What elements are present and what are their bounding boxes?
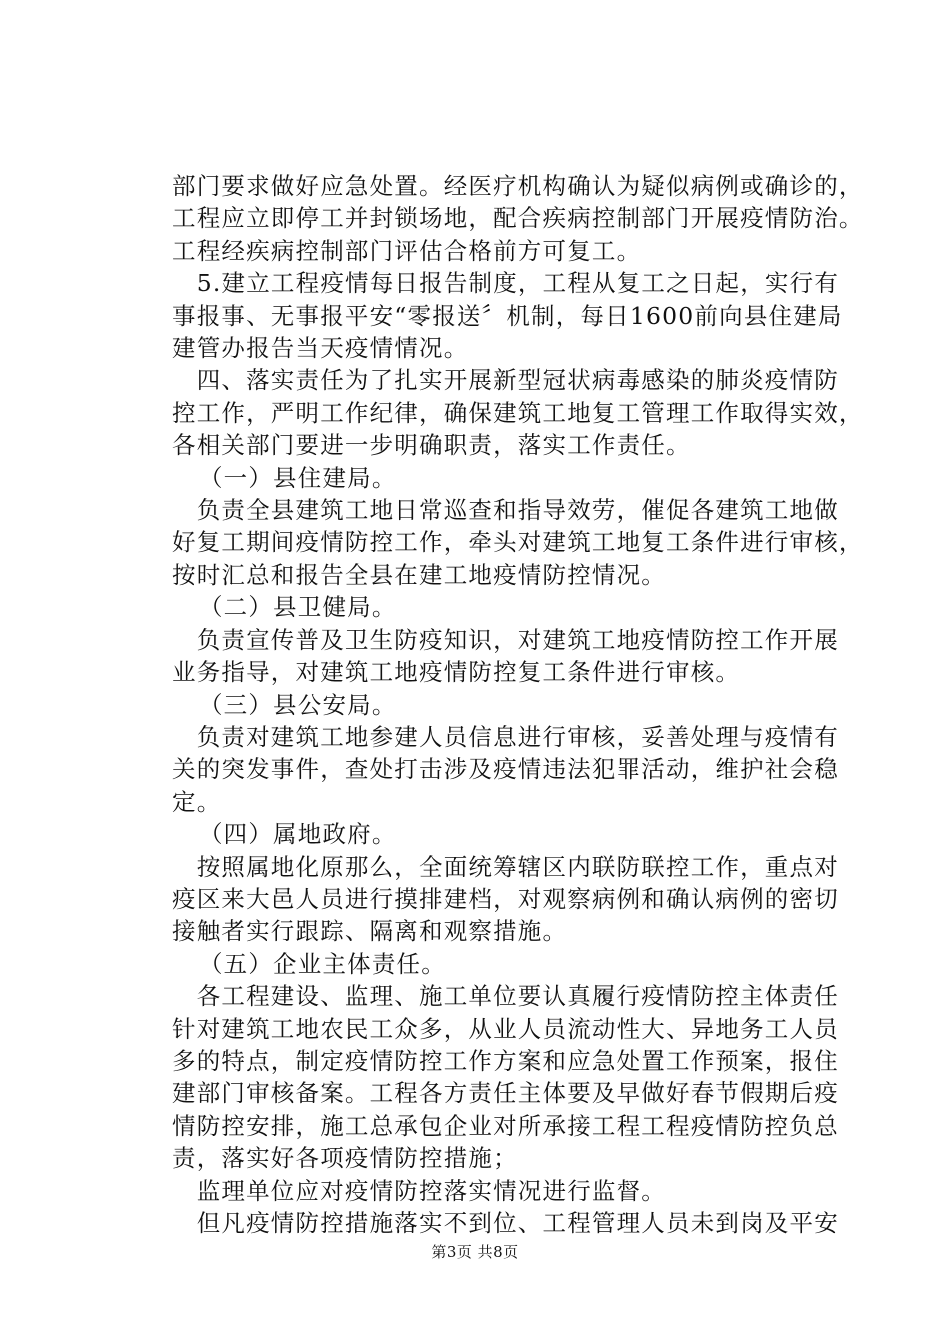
- text-line: 好复工期间疫情防控工作，牵头对建筑工地复工条件进行审核，: [172, 528, 864, 557]
- section-heading: 四、落实责任为了扎实开展新型冠状病毒感染的肺炎疫情防: [172, 366, 839, 395]
- paragraph-continuation: [172, 170, 864, 267]
- text-line: 各工程建设、监理、施工单位要认真履行疫情防控主体责任: [172, 982, 839, 1011]
- text-line: 按时汇总和报告全县在建工地疫情防控情况。: [172, 560, 666, 589]
- text-line: 建管办报告当天疫情情况。: [172, 334, 469, 363]
- text-line: 各相关部门要进一步明确职责，落实工作责任。: [172, 431, 691, 460]
- paragraph-item-5: [172, 267, 843, 364]
- text-line: 事报事、无事报平安“零报送〞机制，每日1600前向县住建局: [172, 301, 843, 330]
- paragraph-local-government: [172, 851, 840, 948]
- text-line: 工程经疾病控制部门评估合格前方可复工。: [172, 236, 642, 265]
- text-line: 建部门审核备案。工程各方责任主体要及早做好春节假期后疫: [172, 1079, 839, 1108]
- text-line: 疫区来大邑人员进行摸排建档，对观察病例和确认病例的密切: [172, 884, 839, 913]
- text-line: 针对建筑工地农民工众多，从业人员流动性大、异地务工人员: [172, 1014, 839, 1043]
- subheading-text: （五）企业主体责任。: [186, 949, 446, 978]
- text-line: 但凡疫情防控措施落实不到位、工程管理人员未到岗及平安: [172, 1209, 839, 1237]
- paragraph-enterprise: [172, 980, 840, 1174]
- subheading-local-government: [172, 818, 840, 850]
- text-line: 多的特点，制定疫情防控工作方案和应急处置工作预案，报住: [172, 1046, 839, 1075]
- text-line: 工程应立即停工并封锁场地，配合疾病控制部门开展疫情防治。: [172, 204, 864, 233]
- text-line: 5.建立工程疫情每日报告制度，工程从复工之日起，实行有: [172, 269, 840, 298]
- text-line: 情防控安排，施工总承包企业对所承接工程工程疫情防控负总: [172, 1111, 839, 1140]
- page-number-footer: 第3页 共8页: [431, 1243, 519, 1261]
- text-line: 控工作，严明工作纪律，确保建筑工地复工管理工作取得实效，: [172, 398, 864, 427]
- paragraph-accountability: [172, 1207, 840, 1239]
- text-line: 负责全县建筑工地日常巡查和指导效劳，催促各建筑工地做: [172, 496, 839, 525]
- text-line: 关的突发事件，查处打击涉及疫情违法犯罪活动，维护社会稳: [172, 755, 839, 784]
- text-line: 定。: [172, 787, 222, 816]
- subheading-text: （二）县卫健局。: [186, 593, 397, 622]
- paragraph-health-bureau: [172, 624, 840, 689]
- text-line: 部门要求做好应急处置。经医疗机构确认为疑似病例或确诊的，: [172, 172, 864, 200]
- text-line: 监理单位应对疫情防控落实情况进行监督。: [172, 1176, 666, 1205]
- subheading-housing-bureau: [172, 462, 840, 494]
- subheading-text: （一）县住建局。: [186, 463, 397, 492]
- text-line: 业务指导，对建筑工地疫情防控复工条件进行审核。: [172, 658, 741, 687]
- subheading-text: （三）县公安局。: [186, 690, 397, 719]
- text-line: 负责宣传普及卫生防疫知识，对建筑工地疫情防控工作开展: [172, 625, 839, 654]
- paragraph-housing-bureau: [172, 494, 864, 591]
- subheading-public-security: [172, 689, 840, 721]
- text-line: 责，落实好各项疫情防控措施；: [172, 1144, 518, 1173]
- subheading-text: （四）属地政府。: [186, 820, 397, 849]
- text-line: 按照属地化原那么，全面统筹辖区内联防联控工作，重点对: [172, 852, 839, 881]
- paragraph-public-security: [172, 721, 840, 818]
- subheading-health-bureau: [172, 591, 840, 623]
- text-line: 接触者实行跟踪、隔离和观察措施。: [172, 917, 568, 946]
- document-body: [172, 170, 864, 1239]
- text-line: 负责对建筑工地参建人员信息进行审核，妥善处理与疫情有: [172, 722, 839, 751]
- paragraph-section-4: [172, 364, 864, 461]
- subheading-enterprise: [172, 948, 840, 980]
- paragraph-supervision: [172, 1175, 840, 1207]
